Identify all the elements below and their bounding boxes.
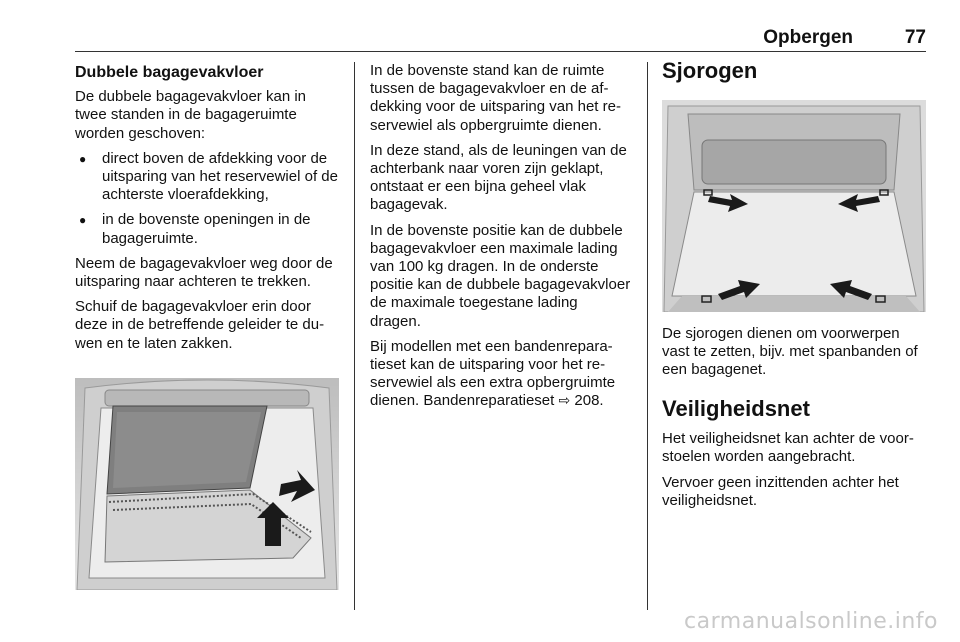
bullet-list	[75, 150, 341, 248]
column-divider	[354, 62, 355, 610]
column-2	[370, 62, 632, 418]
heading-veiligheidsnet: Veiligheidsnet	[662, 396, 810, 421]
column-divider	[647, 62, 648, 610]
heading-dubbele-bagagevakvloer: Dubbele bagagevakvloer	[75, 64, 264, 81]
lashing-eyes-illustration	[662, 100, 926, 312]
paragraph: Vervoer geen inzittenden achter het veiligheidsnet.	[662, 473, 899, 509]
page-header	[75, 24, 926, 52]
paragraph: In de bovenste stand kan de ruimte tussen de bagagevakvloer en de afdekking voor de uitsparing van het reservewiel als opbergruimte dienen.	[370, 62, 621, 134]
column-3	[662, 58, 926, 92]
page-reference-icon: ⇨	[558, 393, 571, 410]
paragraph: In de bovenste positie kan de dubbele bagagevakvloer een maximale lading van 100 kg dragen. In de onderste positie kan de dubbele bagagevakvloer de maximale toegestane lading dragen.	[370, 221, 631, 330]
paragraph: De sjorogen dienen om voorwerpen vast te zetten, bijv. met spanbanden of een bagagenet.	[662, 325, 918, 379]
bullet-icon: ●	[79, 213, 87, 228]
page-number: 77	[904, 27, 926, 48]
watermark: carmanualsonline.info	[684, 609, 938, 634]
list-item: ● direct boven de afdekking voor de uitsparing van het reservewiel of de achterste vloerafdekking,	[79, 149, 338, 204]
paragraph: Neem de bagagevakvloer weg door de uitsparing naar achteren te trekken.	[75, 254, 333, 291]
paragraph: De dubbele bagagevakvloer kan in twee standen in de bagageruimte worden geschoven:	[75, 88, 306, 142]
veiligheidsnet-section	[662, 396, 932, 517]
column-1	[75, 62, 341, 360]
bullet-icon: ●	[79, 151, 87, 166]
paragraph: Het veiligheidsnet kan achter de voorstoelen worden aangebracht.	[662, 430, 914, 466]
sjorogen-description	[662, 325, 926, 387]
heading-sjorogen: Sjorogen	[662, 58, 758, 83]
list-item: ● in de bovenste openingen in de bagageruimte.	[79, 211, 311, 247]
section-title: Opbergen	[763, 27, 853, 48]
page-reference-link[interactable]: 208.	[570, 392, 604, 410]
paragraph: In deze stand, als de leuningen van de achterbank naar voren zijn geklapt, ontstaat er een bijna geheel vlak bagagevak.	[370, 141, 627, 214]
load-floor-illustration	[75, 378, 339, 590]
paragraph: Schuif de bagagevakvloer erin door deze in de betreffende geleider te duwen en te laten zakken.	[75, 298, 325, 352]
paragraph: Bij modellen met een bandenreparatieset kan de uitsparing voor het reservewiel als een extra opbergruimte dienen. Bandenreparatieset ⇨ 208.	[370, 337, 616, 410]
